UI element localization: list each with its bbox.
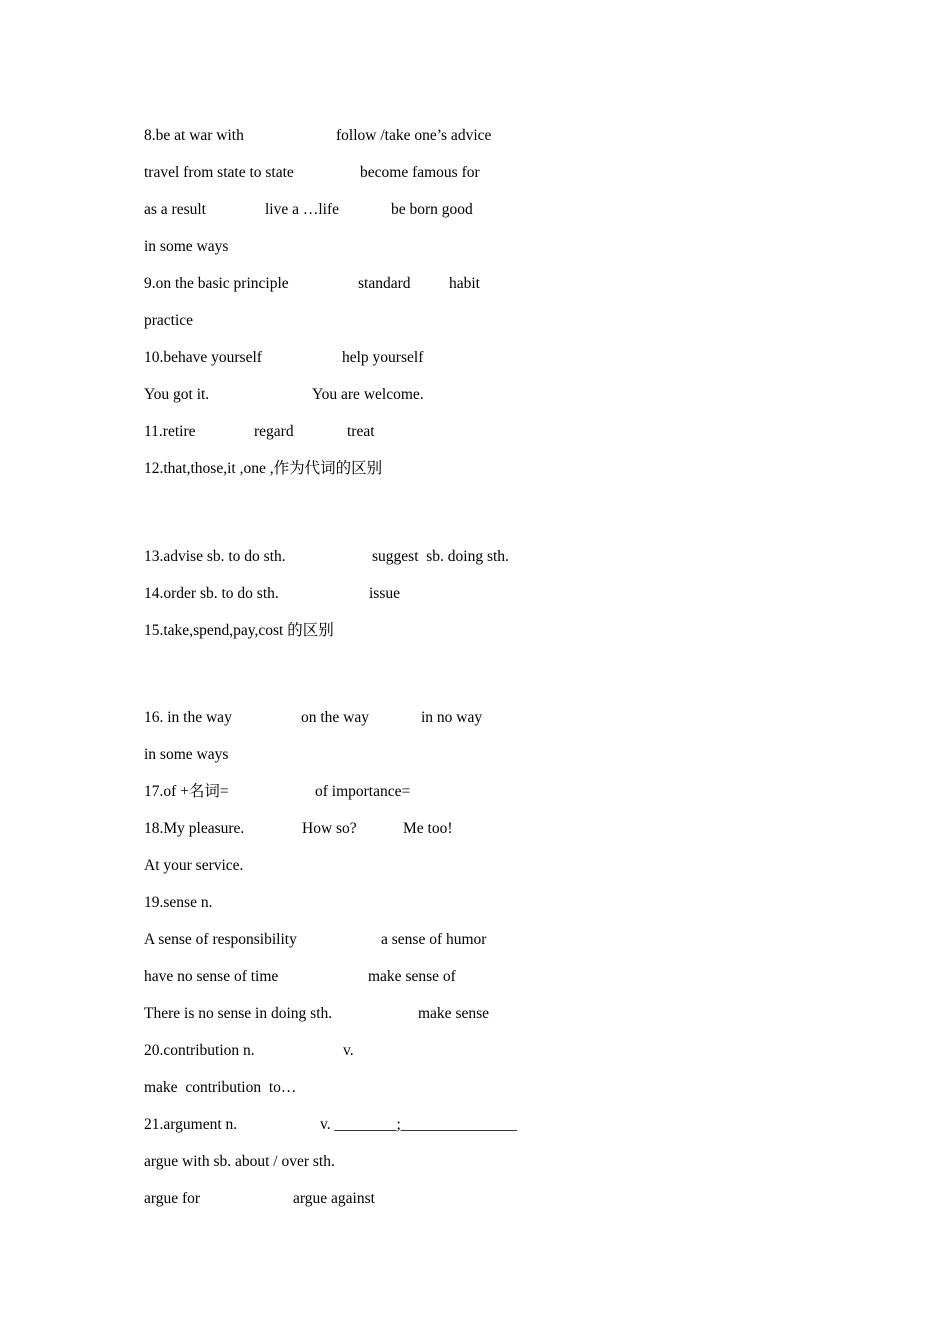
phrase: Me too!	[403, 820, 453, 837]
phrase: argue for	[144, 1190, 201, 1207]
phrase: You are welcome.	[312, 386, 424, 403]
phrase: treat	[347, 423, 375, 440]
phrase: 15.take,spend,pay,cost 的区别	[144, 622, 334, 639]
phrase: help yourself	[342, 349, 424, 366]
phrase: argue against	[293, 1190, 375, 1207]
phrase: in some ways	[144, 746, 229, 763]
phrase: issue	[369, 585, 400, 602]
phrase: argue with sb. about / over sth.	[144, 1153, 335, 1170]
phrase: make sense of	[368, 968, 456, 985]
phrase: 16. in the way	[144, 709, 232, 726]
phrase: v.	[343, 1042, 354, 1059]
phrase: 20.contribution n.	[144, 1042, 255, 1059]
phrase: 10.behave yourself	[144, 349, 262, 366]
phrase: 14.order sb. to do sth.	[144, 585, 279, 602]
phrase: There is no sense in doing sth.	[144, 1005, 333, 1022]
phrase: follow /take one’s advice	[336, 127, 492, 144]
phrase: in some ways	[144, 238, 229, 255]
phrase: How so?	[302, 820, 357, 837]
phrase: 12.that,those,it ,one ,作为代词的区别	[144, 460, 383, 477]
fill-in-blank: v. ________;_______________	[320, 1116, 518, 1133]
phrase: At your service.	[144, 857, 244, 874]
phrase: practice	[144, 312, 194, 329]
phrase: 11.retire	[144, 423, 196, 440]
phrase: 13.advise sb. to do sth.	[144, 548, 286, 565]
phrase: be born good	[391, 201, 473, 218]
phrase: a sense of humor	[381, 931, 487, 948]
phrase: 17.of +名词=	[144, 783, 229, 800]
phrase: A sense of responsibility	[144, 931, 297, 948]
phrase: as a result	[144, 201, 206, 218]
phrase: on the way	[301, 709, 370, 726]
phrase: 18.My pleasure.	[144, 820, 245, 837]
phrase: make sense	[418, 1005, 490, 1022]
phrase: regard	[254, 423, 294, 440]
phrase: make contribution to…	[144, 1079, 297, 1096]
phrase: suggest sb. doing sth.	[372, 548, 509, 565]
phrase: in no way	[421, 709, 483, 726]
phrase: become famous for	[360, 164, 480, 181]
phrase: standard	[358, 275, 411, 292]
phrase: habit	[449, 275, 480, 292]
phrase: live a …life	[265, 201, 340, 218]
phrase: have no sense of time	[144, 968, 279, 985]
phrase: 19.sense n.	[144, 894, 213, 911]
phrase: 8.be at war with	[144, 127, 244, 144]
phrase: You got it.	[144, 386, 210, 403]
phrase: 21.argument n.	[144, 1116, 238, 1133]
phrase: of importance=	[315, 783, 411, 800]
phrase: 9.on the basic principle	[144, 275, 289, 292]
phrase: travel from state to state	[144, 164, 294, 181]
